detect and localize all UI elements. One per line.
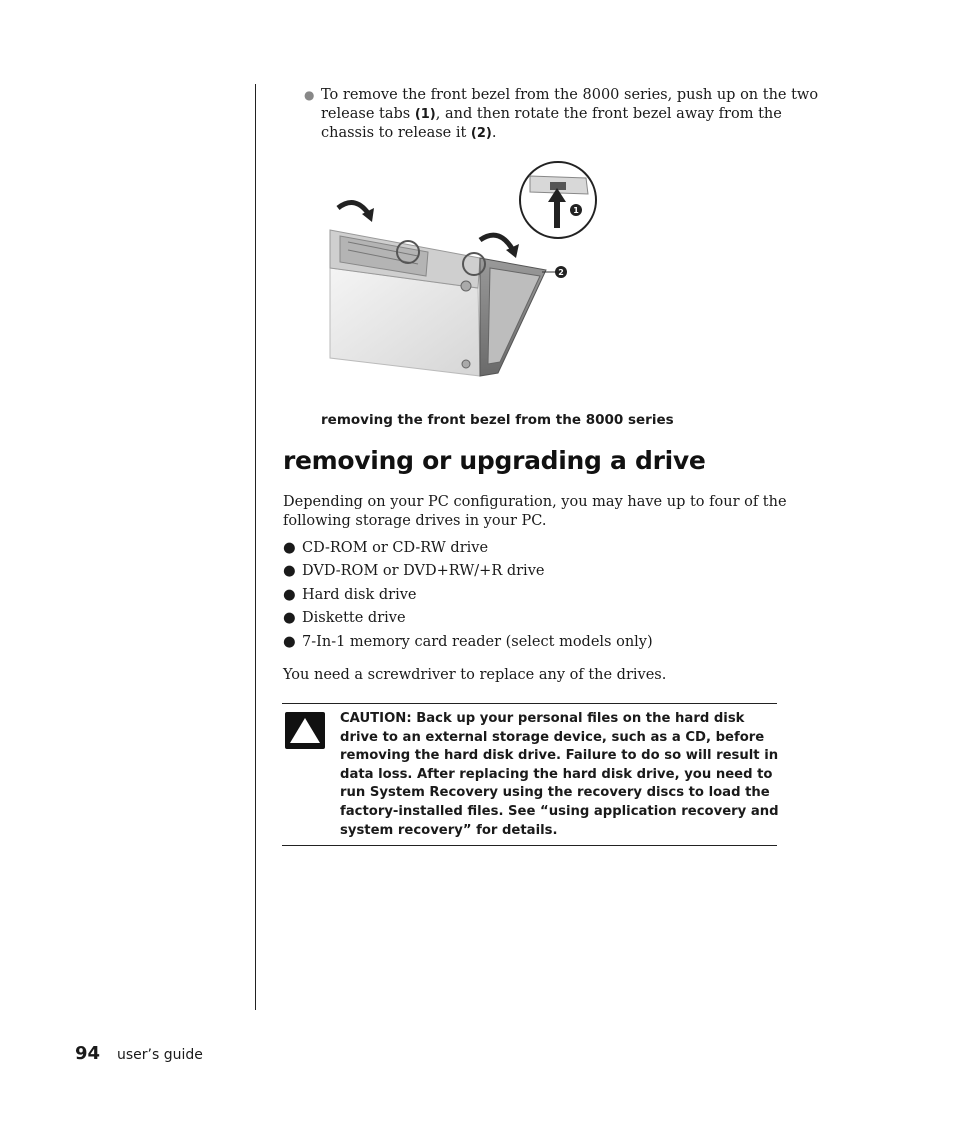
list-item: ● 7-In-1 memory card reader (select models only) (283, 633, 653, 650)
intro-paragraph: Depending on your PC configuration, you may have up to four of the following storage drives in your PC. (283, 494, 787, 529)
bullet-icon: ● (283, 586, 296, 603)
bullet-icon: ● (283, 633, 296, 650)
footer-label: user’s guide (117, 1047, 203, 1063)
bullet-icon: ● (283, 540, 296, 556)
list-item: ● Hard disk drive (283, 586, 417, 603)
list-item: ● Diskette drive (283, 610, 406, 627)
section-heading: removing or upgrading a drive (283, 446, 706, 475)
screwdriver-note: You need a screwdriver to replace any of the drives. (283, 667, 667, 683)
caution-box (282, 703, 777, 846)
callout-2: 2 (558, 268, 564, 277)
bullet-dot: ● (304, 88, 315, 102)
list-item: ● DVD-ROM or DVD+RW/+R drive (283, 563, 545, 580)
bullet-icon: ● (283, 610, 296, 627)
figure-caption: removing the front bezel from the 8000 series (321, 412, 674, 428)
drive-list (283, 539, 653, 656)
intro-text: To remove the front bezel from the 8000 series, push up on the two release tabs (1), and then rotate the front bezel away from the chassis to release it (2). (321, 87, 819, 142)
bullet-icon: ● (283, 563, 296, 580)
callout-1: 1 (573, 206, 579, 215)
margin-rule (255, 84, 256, 1010)
bezel-removal-illustration (318, 158, 608, 386)
list-item: ● CD-ROM or CD-RW drive (283, 540, 489, 556)
warning-icon (285, 712, 325, 749)
intro-bullet (304, 86, 824, 144)
caution-text: CAUTION: Back up your personal files on the hard disk drive to an external storage device, such as a CD, before removing the hard disk drive. Failure to do so will result in data loss. After replacing the hard disk drive, you need to run System Recovery using the recovery discs to load the factory-installed files. See “using application recovery and system recovery” for details. (340, 711, 779, 838)
page-number: 94 (75, 1043, 101, 1064)
